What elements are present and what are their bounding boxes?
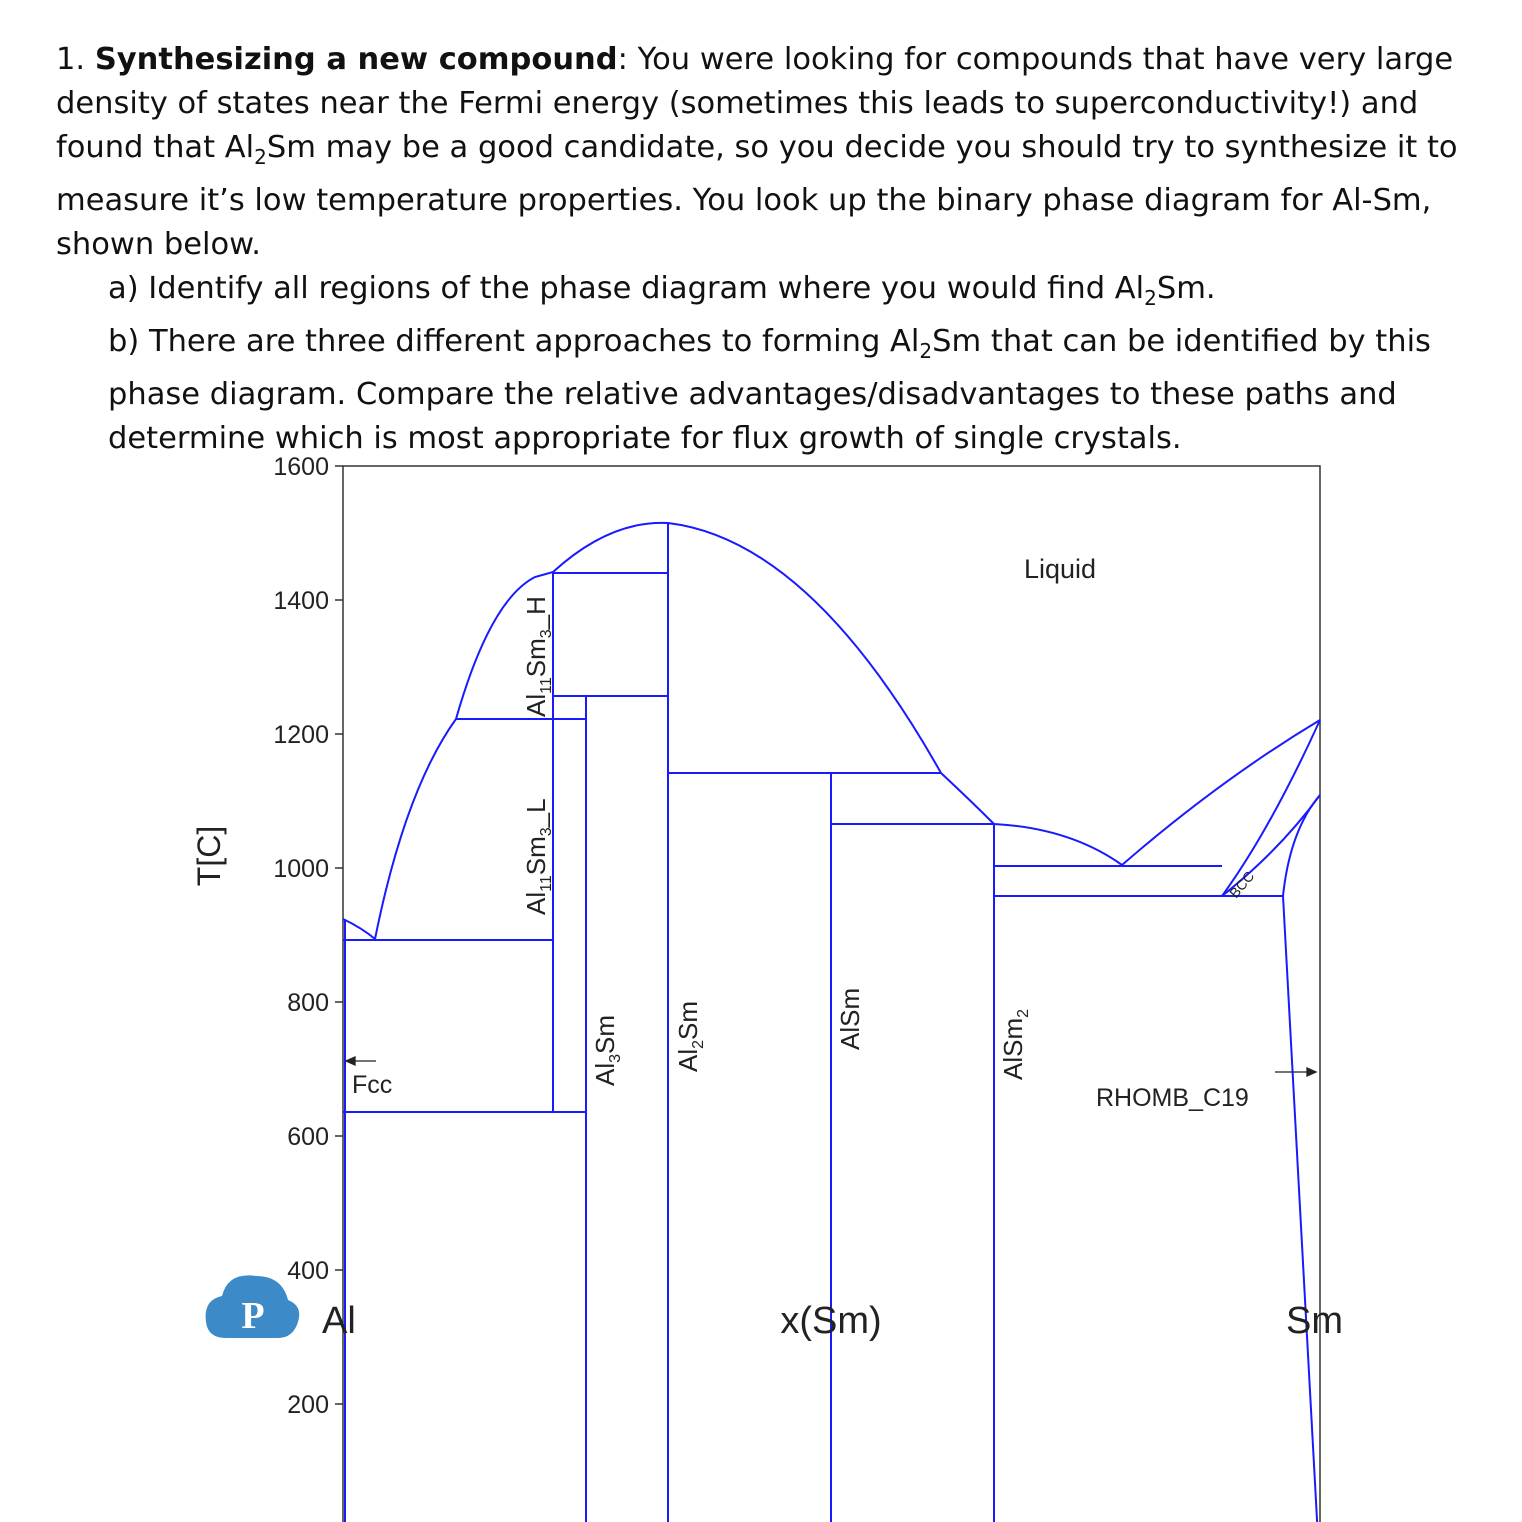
part-b-text2: Sm that can be identified by this phase diagram. Compare the relative advantages/disadvantages to these paths and determine which is most appropriate for flux growth of single crystals. — [108, 324, 1431, 457]
y-tick-label: 1400 — [273, 587, 329, 615]
liquidus-fcc-to-1075 — [375, 719, 456, 939]
liquidus-960-to-855 — [941, 773, 994, 824]
y-tick-label: 800 — [287, 989, 329, 1017]
question-title: Synthesizing a new compound — [94, 42, 618, 77]
label-alsm2: AlSm$_2$ — [998, 1008, 1032, 1080]
label-al3sm: $Al_3Sm$ — [590, 1014, 624, 1086]
rhomb-arrowhead — [1307, 1068, 1316, 1076]
y-tick-label: 600 — [287, 1123, 329, 1151]
y-tick-label: 1200 — [273, 721, 329, 749]
label-al11sm3-h: $Al_{11}Sm_3\_H$ — [521, 596, 555, 717]
part-a-subscript: 2 — [1144, 286, 1157, 311]
bcc-solvus-right — [1283, 795, 1320, 896]
x-axis-title: x(Sm) — [780, 1300, 882, 1342]
liquidus-eutectic-to-sm — [1122, 720, 1320, 865]
liquidus-dome — [553, 523, 941, 773]
fcc-arrowhead — [346, 1057, 355, 1065]
question-intro-part2: Sm may be a good candidate, so you decide you should try to synthesize it to measure it’s low temperature properties. You look up the binary phase diagram for Al-Sm, shown below. — [56, 130, 1458, 263]
liquidus-alsm2-to-eutectic — [994, 824, 1122, 865]
y-tick-label: 200 — [287, 1391, 329, 1419]
right-element-label: Sm — [1286, 1300, 1343, 1342]
phase-boundaries — [343, 523, 1320, 1522]
publisher-logo — [206, 1275, 300, 1338]
y-tick-label: 400 — [287, 1257, 329, 1285]
question-intro-subscript: 2 — [254, 145, 267, 170]
label-liquid: Liquid — [1024, 554, 1097, 584]
label-fcc: Fcc — [352, 1071, 393, 1099]
label-bcc: BCC — [1226, 867, 1258, 901]
logo-letter: P — [241, 1295, 265, 1337]
bcc-boundary-upper — [1222, 720, 1320, 896]
label-al11sm3-l: $Al_{11}Sm_3\_L$ — [521, 798, 555, 915]
left-element-label: Al — [322, 1300, 356, 1342]
y-tick-label: 1000 — [273, 855, 329, 883]
rhomb-solvus — [1283, 896, 1318, 1522]
question-intro-part1: : You were looking for compounds that have very large density of states near the Fermi energy (sometimes this leads to superconductivity!) and found that Al — [56, 42, 1454, 165]
y-axis-title: T[C] — [191, 825, 227, 887]
y-axis-ticks — [273, 453, 343, 1522]
label-rhomb: RHOMB_C19 — [1096, 1084, 1249, 1112]
part-a-text2: Sm. — [1156, 271, 1216, 307]
y-tick-label: 1600 — [273, 453, 329, 481]
part-b-subscript: 2 — [919, 339, 933, 364]
label-alsm: AlSm — [835, 987, 865, 1050]
question-number: 1. — [56, 42, 86, 77]
part-a-text1: a) Identify all regions of the phase diagram where you would find Al — [108, 271, 1145, 307]
liquidus-al-side — [343, 919, 375, 939]
part-b-text1: b) There are three different approaches to forming Al — [108, 324, 920, 360]
label-al2sm: $Al_2Sm$ — [673, 1000, 707, 1072]
